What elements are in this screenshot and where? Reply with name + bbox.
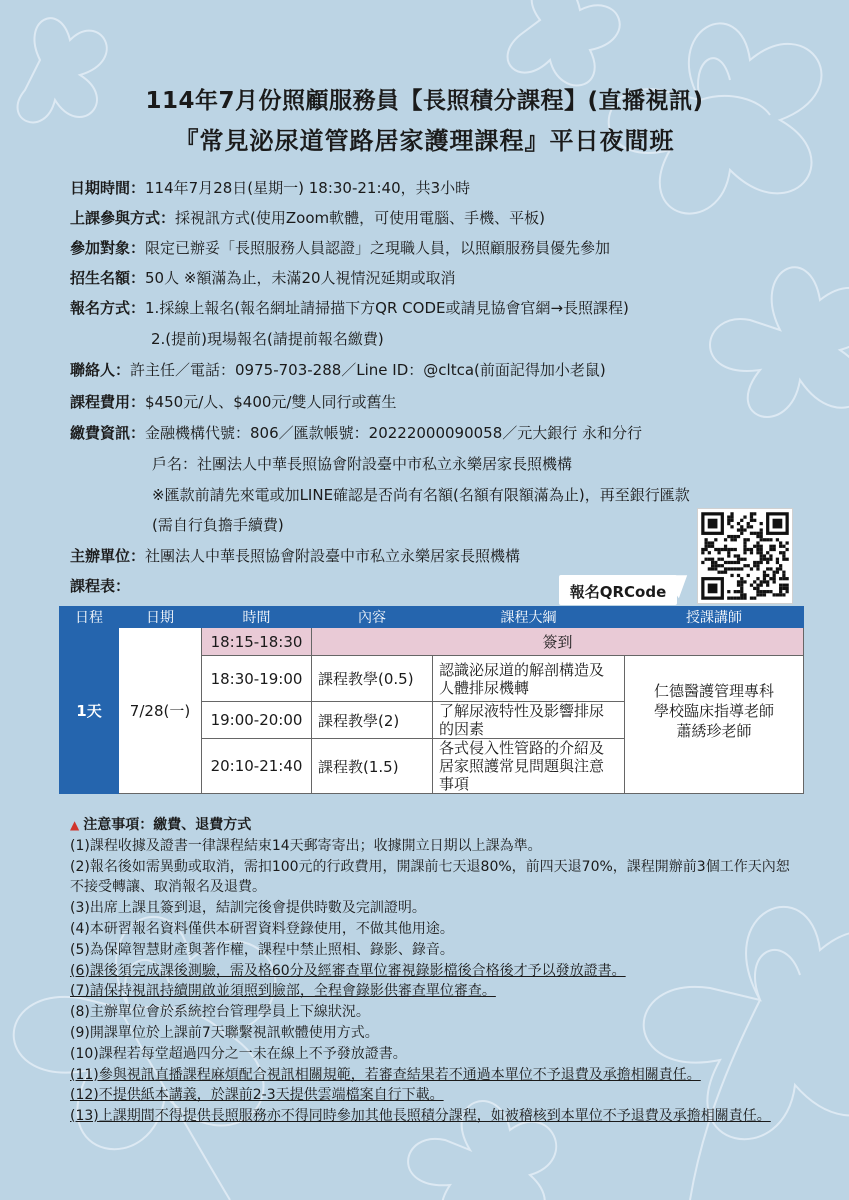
info-registration-2: 2.(提前)現場報名(請提前報名繳費) (151, 330, 384, 348)
header-date: 日期 (119, 607, 202, 628)
info-account-name: 戶名：社團法人中華長照協會附設臺中市私立永樂居家長照機構 (152, 455, 573, 473)
note-item: (1)課程收據及證書一律課程結束14天郵寄寄出；收據開立日期以上課為準。 (70, 837, 542, 854)
session-outline: 各式侵入性管路的介紹及居家照護常見問題與注意事項 (433, 739, 625, 794)
notes-section (70, 815, 800, 1127)
info-contact: 聯絡人：許主任／電話：0975-703-288／Line ID：@cltca(前面記得加小老鼠) (70, 361, 606, 379)
checkin-label: 簽到 (312, 628, 804, 656)
note-item: (5)為保障智慧財產與著作權，課程中禁止照相、錄影、錄音。 (70, 941, 454, 958)
info-registration: 報名方式：1.採線上報名(報名網址請掃描下方QR CODE或請見協會官網→長照課程) (70, 299, 629, 317)
table-row (60, 628, 804, 656)
note-item: (9)開課單位於上課前7天聯繫視訊軟體使用方式。 (70, 1024, 379, 1041)
info-fee: 課程費用：$450元/人、$400元/雙人同行或舊生 (70, 393, 397, 411)
session-outline: 認識泌尿道的解剖構造及人體排尿機轉 (433, 656, 625, 702)
note-item: (11)參與視訊直播課程麻煩配合視訊相關規範，若審查結果若不通過本單位不予退費及承擔相關責任。 (70, 1066, 701, 1083)
title-line-2: 『常見泌尿道管路居家護理課程』平日夜間班 (174, 127, 675, 155)
day-cell: 1天 (60, 628, 119, 794)
header-day: 日程 (60, 607, 119, 628)
note-item: (2)報名後如需異動或取消，需扣100元的行政費用，開課前七天退80%，前四天退70%，課程開辦前3個工作天內恕不接受轉讓、取消報名及退費。 (70, 858, 790, 896)
info-organizer: 主辦單位：社團法人中華長照協會附設臺中市私立永樂居家長照機構 (70, 547, 521, 565)
session-time: 18:30-19:00 (202, 656, 312, 702)
note-item: (10)課程若每堂超過四分之一未在線上不予發放證書。 (70, 1045, 407, 1062)
schedule-table (59, 606, 804, 794)
header-time: 時間 (202, 607, 312, 628)
note-item: (13)上課期間不得提供長照服務亦不得同時參加其他長照積分課程，如被稽核到本單位不予退費及承擔相關責任。 (70, 1108, 771, 1125)
qr-code-pattern (698, 509, 792, 603)
notes-heading: ▲ 注意事項：繳費、退費方式 (70, 817, 252, 833)
header-outline: 課程大綱 (433, 607, 625, 628)
info-schedule-label: 課程表： (70, 577, 131, 595)
info-date: 日期時間：114年7月28日(星期一) 18:30-21:40，共3小時 (70, 179, 471, 197)
info-payment-note: ※匯款前請先來電或加LINE確認是否尚有名額(名額有限額滿為止)，再至銀行匯款 (152, 486, 690, 504)
note-item: (8)主辦單位會於系統控台管理學員上下線狀況。 (70, 1004, 370, 1021)
note-item: (4)本研習報名資料僅供本研習資料登錄使用，不做其他用途。 (70, 920, 454, 937)
qr-label: 報名QRCode (569, 583, 667, 601)
note-item: (12)不提供紙本講義，於課前2-3天提供雲端檔案自行下載。 (70, 1087, 444, 1104)
header-teacher: 授課講師 (625, 607, 804, 628)
session-content: 課程教學(0.5) (312, 656, 433, 702)
info-attendance: 上課參與方式：採視訊方式(使用Zoom軟體，可使用電腦、手機、平板) (70, 209, 545, 227)
teacher-line: 蕭綉珍老師 (676, 721, 752, 740)
header-content: 內容 (312, 607, 433, 628)
note-item: (6)課後須完成課後測驗，需及格60分及經審查單位審視錄影檔後合格後才予以發放證書。 (70, 962, 626, 979)
info-capacity: 招生名額：50人 ※額滿為止，未滿20人視情況延期或取消 (70, 269, 456, 287)
warning-triangle-icon: ▲ (70, 818, 80, 832)
session-content: 課程教學(2) (312, 702, 433, 739)
teacher-line: 學校臨床指導老師 (653, 701, 774, 720)
session-outline: 了解尿液特性及影響排尿的因素 (433, 702, 625, 739)
session-time: 20:10-21:40 (202, 739, 312, 794)
title-line-1: 114年7月份照顧服務員【長照積分課程】(直播視訊) (145, 88, 704, 114)
schedule-header-row (60, 607, 804, 628)
checkin-time: 18:15-18:30 (202, 628, 312, 656)
note-item: (7)請保持視訊持續開啟並須照到臉部，全程會錄影供審查單位審查。 (70, 983, 496, 1000)
teacher-line: 仁德醫護管理專科 (653, 681, 774, 700)
info-eligibility: 參加對象：限定已辦妥「長照服務人員認證」之現職人員，以照顧服務員優先參加 (70, 239, 611, 257)
info-payment: 繳費資訊：金融機構代號：806／匯款帳號：20222000090058／元大銀行 永和分行 (70, 424, 643, 442)
teacher-cell (625, 656, 804, 794)
date-cell: 7/28(一) (119, 628, 202, 794)
note-item: (3)出席上課且簽到退，結訓完後會提供時數及完訓證明。 (70, 900, 426, 917)
session-content: 課程教(1.5) (312, 739, 433, 794)
session-time: 19:00-20:00 (202, 702, 312, 739)
info-fee-note: (需自行負擔手續費) (152, 516, 284, 534)
qr-code-image[interactable] (697, 508, 793, 604)
